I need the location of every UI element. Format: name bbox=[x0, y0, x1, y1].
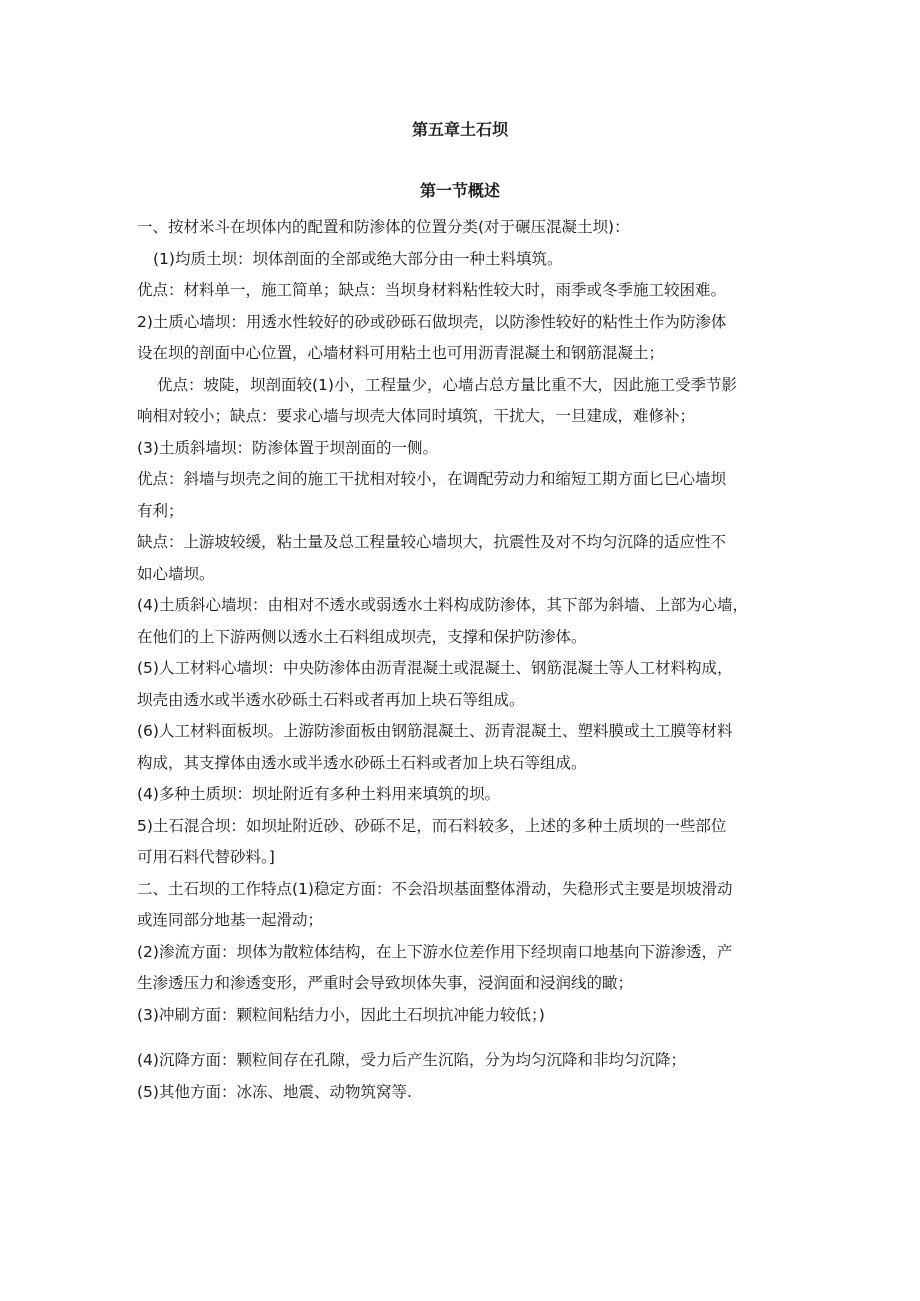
paragraph-sloping-wall-dam bbox=[137, 433, 797, 465]
text-line: 缺点：上游坡较缓，粘土量及总工程量较心墙坝大，抗震性及对不均匀沉降的适应性不 bbox=[137, 533, 727, 551]
text-line: 或连同部分地基一起滑动； bbox=[137, 911, 324, 929]
text-line: 优点：斜墙与坝壳之间的施工干扰相对较小，在调配劳动力和缩短工期方面匕巳心墙坝 bbox=[137, 470, 727, 488]
text-line: 优点：材料单一，施工简单；缺点：当坝身材料粘性较大时，雨季或冬季施工较困难。 bbox=[137, 281, 727, 299]
paragraph-earth-rock-mixed-dam bbox=[137, 811, 797, 874]
paragraph-artificial-core-dam bbox=[137, 653, 797, 716]
section-title: 第一节概述 bbox=[419, 181, 500, 200]
paragraph-classification-intro bbox=[137, 212, 797, 244]
paragraph-homogeneous-dam bbox=[137, 244, 797, 276]
text-line: (4)多种土质坝：坝址附近有多种土料用来填筑的坝。 bbox=[137, 785, 500, 803]
paragraph-homogeneous-pros-cons bbox=[137, 275, 797, 307]
paragraph-sloping-core-dam bbox=[137, 590, 797, 653]
document-body bbox=[137, 212, 797, 1108]
text-line: 2)土质心墙坝：用透水性较好的砂或砂砾石做坝壳，以防渗性较好的粘性土作为防渗体 bbox=[137, 312, 727, 331]
text-line: 如心墙坝。 bbox=[137, 564, 215, 583]
text-line: (4)沉降方面：颗粒间存在孔隙，受力后产生沉陷，分为均匀沉降和非均匀沉降； bbox=[137, 1051, 686, 1069]
paragraph-sloping-wall-cons bbox=[137, 527, 797, 590]
text-line: 优点：坡陡，坝剖面较(1)小，工程量少，心墙占总方量比重不大，因此施工受季节影 bbox=[157, 375, 737, 394]
text-line: 构成，其支撑体由透水或半透水砂砾土石料或者加上块石等组成。 bbox=[137, 753, 587, 772]
chapter-title: 第五章土石坝 bbox=[411, 120, 508, 139]
text-line: 二、土石坝的工作特点(1)稳定方面：不会沿坝基面整体滑动，失稳形式主要是坝坡滑动 bbox=[137, 879, 733, 898]
text-line: 生渗透压力和渗透变形，严重时会导致坝体失事，浸润面和浸润线的瞰； bbox=[137, 974, 634, 992]
paragraph-seepage bbox=[137, 937, 797, 1000]
text-line: (4)土质斜心墙坝：由相对不透水或弱透水土料构成防渗体，其下部为斜墙、上部为心墙， bbox=[137, 596, 748, 614]
paragraph-core-wall-pros-cons bbox=[137, 370, 797, 433]
paragraph-settlement bbox=[137, 1045, 797, 1077]
text-line: (5)人工材料心墙坝：中央防渗体由沥青混凝土或混凝土、钢筋混凝土等人工材料构成， bbox=[137, 659, 733, 677]
text-line: 有利； bbox=[137, 501, 184, 520]
paragraph-core-wall-dam bbox=[137, 307, 797, 370]
paragraph-face-slab-dam bbox=[137, 716, 797, 779]
text-line: 在他们的上下游两侧以透水土石料组成坝壳，支撑和保护防渗体。 bbox=[137, 627, 587, 646]
paragraph-sloping-wall-pros bbox=[137, 464, 797, 527]
text-line: 可用石料代替砂料。] bbox=[137, 848, 275, 866]
text-line: (3)土质斜墙坝：防渗体置于坝剖面的一侧。 bbox=[137, 438, 438, 457]
text-line: 响相对较小；缺点：要求心墙与坝壳大体同时填筑，干扰大，一旦建成，难修补； bbox=[137, 407, 696, 425]
text-line: 一、按材米斗在坝体内的配置和防渗体的位置分类(对于碾压混凝土坝)： bbox=[137, 218, 630, 236]
text-line: (6)人工材料面板坝。上游防渗面板由钢筋混凝土、沥青混凝土、塑料膜或土工膜等材料 bbox=[137, 722, 733, 740]
text-line: (2)渗流方面：坝体为散粒体结构，在上下游水位差作用下经坝南口地基向下游渗透，产 bbox=[137, 942, 733, 961]
text-line: (5)其他方面：冰冻、地震、动物筑窝等. bbox=[137, 1082, 412, 1101]
text-line: (1)均质土坝：坝体剖面的全部或绝大部分由一种土料填筑。 bbox=[153, 249, 563, 268]
paragraph-scour bbox=[137, 1000, 797, 1032]
text-line: (3)冲刷方面：颗粒间粘结力小，因此土石坝抗冲能力较低；) bbox=[137, 1005, 545, 1024]
paragraph-multi-soil-dam bbox=[137, 779, 797, 811]
text-line: 设在坝的剖面中心位置，心墙材料可用粘土也可用沥青混凝土和钢筋混凝土； bbox=[137, 344, 665, 362]
paragraph-working-features-stability bbox=[137, 874, 797, 937]
text-line: 5)土石混合坝：如坝址附近砂、砂砾不足，而石料较多，上述的多种土质坝的一些部位 bbox=[137, 816, 727, 835]
paragraph-gap bbox=[137, 1031, 797, 1045]
paragraph-other-aspects bbox=[137, 1077, 797, 1109]
text-line: 坝壳由透水或半透水砂砾土石料或者再加上块石等组成。 bbox=[137, 690, 525, 709]
